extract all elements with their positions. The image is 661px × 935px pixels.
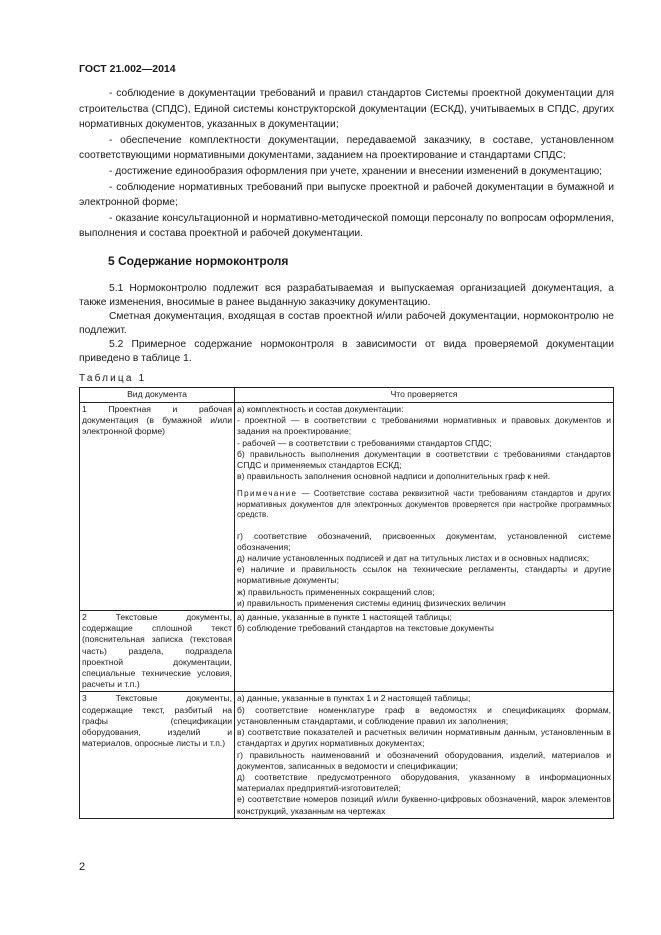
table-row xyxy=(80,692,614,818)
page-number: 2 xyxy=(79,861,86,873)
check-item: д) наличие установленных подписей и дат на титульных листах и в основных надписях; xyxy=(237,553,590,564)
check-item: в) соответствие показателей и расчетных величин нормативным данным, установленным в стандартах и других нормативных документах; xyxy=(237,727,611,749)
check-item: е) наличие и правильность ссылок на технические регламенты, стандарты и другие нормативные документы; xyxy=(237,564,611,586)
doc-type-cell: 1 Проектная и рабочая документация (в бумажной и/или электронной форме) xyxy=(80,403,235,611)
bullet-item: - соблюдение в документации требований и правил стандартов Системы проектной документации для строительства (СПДС), Единой системы конструкторской документации (ЕСКД), учитываемых в СПДС, других нормативных документов, указанных в документации; xyxy=(79,88,614,131)
table-caption: Таблица 1 xyxy=(79,373,147,384)
checked-items-cell xyxy=(235,692,614,818)
section-paragraphs xyxy=(79,282,614,366)
column-header-checked: Что проверяется xyxy=(235,388,614,403)
note-label: Примечание xyxy=(237,489,298,499)
bullet-item: - достижение единообразия оформления при учете, хранении и внесении изменений в документацию; xyxy=(109,165,603,177)
paragraph: Сметная документация, входящая в состав проектной и/или рабочей документации, нормоконтролю не подлежит. xyxy=(79,311,614,336)
check-item: а) данные, указанные в пунктах 1 и 2 настоящей таблицы; xyxy=(237,693,471,704)
doc-type-cell: 3 Текстовые документы, содержащие текст, разбитый на графы (спецификации оборудования, изделий и материалов, опросные листы и т.п.) xyxy=(80,692,235,818)
checked-items-cell xyxy=(235,611,614,692)
table-row xyxy=(80,403,614,611)
paragraph: 5.1 Нормоконтролю подлежит вся разрабатываемая и выпускаемая организацией документация, а также изменения, вносимые в ранее выданную заказчику документацию. xyxy=(79,283,614,308)
table-note xyxy=(237,489,611,520)
check-item: - проектной — в соответствии с требованиями нормативных и правовых документов и задания на проектирование; xyxy=(237,415,611,437)
check-item: б) соблюдение требований стандартов на текстовые документы xyxy=(237,623,494,634)
checked-items-cell xyxy=(235,403,614,611)
check-item: г) правильность наименований и обозначений оборудования, изделий, материалов и документов, записанных в ведомости и спецификации; xyxy=(237,749,611,771)
paragraph: 5.2 Примерное содержание нормоконтроля в зависимости от вида проверяемой документации приведено в таблице 1. xyxy=(79,339,614,364)
check-item: - рабочей — в соответствии с требованиями стандартов СПДС; xyxy=(237,437,492,448)
check-item: ж) правильность примененных сокращений слов; xyxy=(237,586,435,597)
check-item: д) соответствие предусмотренного оборудования, указанному в информационных материалах предприятий-изготовителей; xyxy=(237,771,611,794)
note-text: — Соответствие состава реквизитной части требованиям стандартов и других нормативных документов для электронных документов проверяется при настройке программных средств. xyxy=(237,489,611,520)
check-item: в) правильность заполнения основной надписи и дополнительных граф к ней. xyxy=(237,471,551,482)
table-header-row xyxy=(80,388,614,403)
normcontrol-table xyxy=(79,387,614,819)
bullet-item: - обеспечение комплектности документации, передаваемой заказчику, в составе, установленном соответствующими нормативными документами, заданием на проектирование и стандартами СПДС; xyxy=(79,134,614,162)
document-code-header: ГОСТ 21.002—2014 xyxy=(79,63,176,75)
check-item: е) соответствие номеров позиций и/или буквенно-цифровых обозначений, марок элементов конструкций, указанным на чертежах xyxy=(237,794,611,816)
doc-type-cell: 2 Текстовые документы, содержащие сплошной текст (пояснительная записка (текстовая часть) раздела, подраздела проектной документации, специальные технические условия, расчеты и т.п.) xyxy=(80,611,235,692)
section-heading: 5 Содержание нормоконтроля xyxy=(108,254,289,268)
check-item: б) соответствие номенклатуре граф в ведомостях и спецификациях формам, установленным стандартами, и соблюдение правил их заполнения; xyxy=(237,704,611,726)
table-row xyxy=(80,611,614,692)
check-item: а) комплектность и состав документации: xyxy=(237,404,404,414)
check-item: а) данные, указанные в пункте 1 настоящей таблицы; xyxy=(237,612,452,623)
requirements-bullet-list xyxy=(79,86,614,242)
check-item: б) правильность выполнения документации в соответствии с требованиями стандартов СПДС и применяемых стандартов ЕСКД; xyxy=(237,448,611,471)
bullet-item: - соблюдение нормативных требований при выпуске проектной и рабочей документации в бумажной и электронной форме; xyxy=(79,181,614,209)
check-item: и) правильность применения системы единиц физических величин xyxy=(237,597,506,608)
check-item: г) соответствие обозначений, присвоенных документам, установленной системе обозначения; xyxy=(237,530,611,552)
bullet-item: - оказание консультационной и нормативно-методической помощи персоналу по вопросам оформления, выполнения и состава проектной и рабочей документации. xyxy=(79,212,614,240)
column-header-doc-type: Вид документа xyxy=(80,388,235,403)
